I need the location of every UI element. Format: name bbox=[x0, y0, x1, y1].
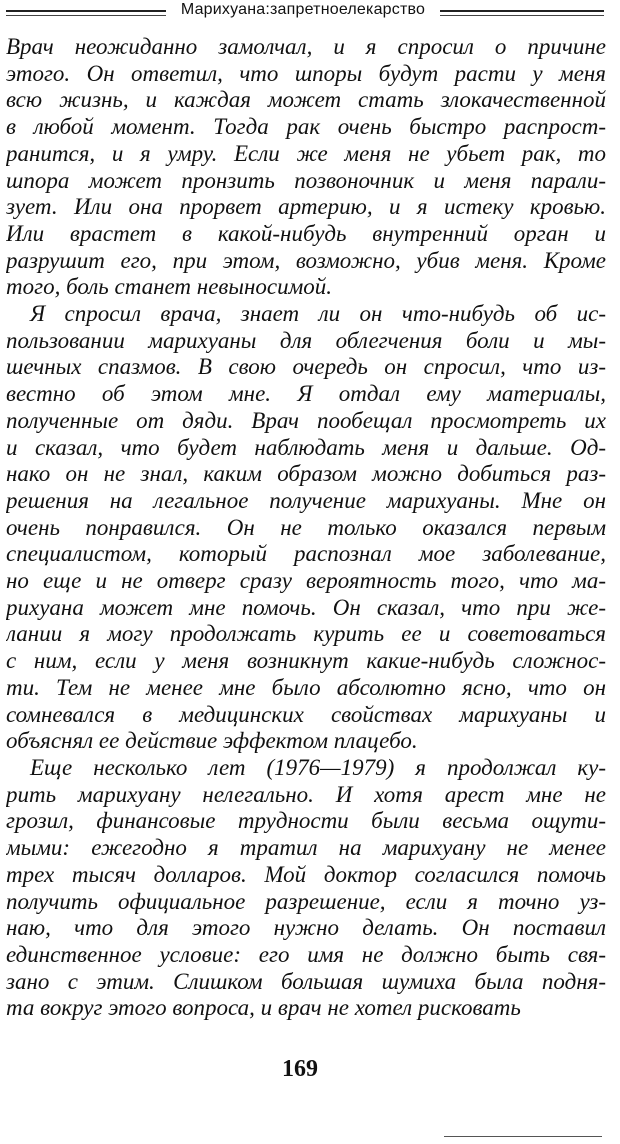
text-line: мыми: ежегодно я тратил на марихуану не менее bbox=[6, 835, 606, 861]
text-line: того, боль станет невыносимой. bbox=[6, 274, 333, 300]
text-line: очень понравился. Он не только оказался первым bbox=[6, 514, 606, 540]
text-line: шпора может пронзить позвоночник и меня парали- bbox=[6, 167, 606, 193]
text-line: рить марихуану нелегально. И хотя арест мне не bbox=[6, 781, 606, 807]
text-line: Я спросил врача, знает ли он что-нибудь об ис- bbox=[30, 301, 606, 327]
running-header bbox=[0, 0, 620, 24]
text-line: ти. Тем не менее мне было абсолютно ясно, что он bbox=[6, 674, 606, 700]
text-line: ранится, и я умру. Если же меня не убьет рак, то bbox=[6, 140, 606, 166]
text-line: разрушит его, при этом, возможно, убив меня. Кроме bbox=[6, 247, 606, 273]
text-line: полученные от дяди. Врач пообещал просмотреть их bbox=[6, 407, 606, 433]
header-rule-right bbox=[440, 10, 604, 12]
text-line: нако он не знал, каким образом можно добиться раз- bbox=[6, 461, 606, 487]
text-line: всю жизнь, и каждая может стать злокачественной bbox=[6, 87, 606, 113]
running-header-title: Марихуана:запретноелекарство bbox=[180, 1, 426, 18]
text-line: сомневался в медицинских свойствах марихуаны и bbox=[6, 701, 606, 727]
text-line: с ним, если у меня возникнут какие-нибудь сложнос- bbox=[6, 648, 606, 674]
text-line: наю, что для этого нужно делать. Он поставил bbox=[6, 915, 606, 941]
text-line: Врач неожиданно замолчал, и я спросил о причине bbox=[6, 34, 606, 59]
page-number: 169 bbox=[282, 1056, 318, 1082]
text-line: объяснял ее действие эффектом плацебо. bbox=[6, 728, 418, 754]
text-line: решения на легальное получение марихуаны. Мне он bbox=[6, 487, 606, 513]
text-line: единственное условие: его имя не должно быть свя- bbox=[6, 941, 606, 967]
text-line: шечных спазмов. В свою очередь он спросил, что из- bbox=[6, 354, 606, 380]
text-line: зано с этим. Слишком большая шумиха была подня- bbox=[6, 968, 606, 994]
text-line: но еще и не отверг сразу вероятность того, что ма- bbox=[6, 568, 606, 594]
text-line: Или врастет в какой-нибудь внутренний орган и bbox=[6, 220, 606, 246]
body-text bbox=[6, 34, 606, 1022]
text-line: лании я могу продолжать курить ее и советоваться bbox=[6, 621, 606, 647]
footer-rule bbox=[444, 1136, 602, 1137]
text-line: этого. Он ответил, что шпоры будут расти у меня bbox=[6, 60, 606, 86]
text-line: та вокруг этого вопроса, и врач не хотел рисковать bbox=[6, 995, 521, 1021]
text-line: вестно об этом мне. Я отдал ему материалы, bbox=[6, 381, 606, 407]
text-line: трех тысяч долларов. Мой доктор согласился помочь bbox=[6, 861, 606, 887]
text-line: Еще несколько лет (1976—1979) я продолжал ку- bbox=[30, 754, 606, 780]
text-line: рихуана может мне помочь. Он сказал, что при же- bbox=[6, 594, 606, 620]
header-rule-left bbox=[6, 10, 166, 12]
text-line: специалистом, который распознал мое заболевание, bbox=[6, 541, 606, 567]
text-line: в любой момент. Тогда рак очень быстро распрост- bbox=[6, 114, 606, 140]
text-line: и сказал, что будет наблюдать меня и дальше. Од- bbox=[6, 434, 606, 460]
text-line: пользовании марихуаны для облегчения боли и мы- bbox=[6, 327, 606, 353]
text-line: грозил, финансовые трудности были весьма ощути- bbox=[6, 808, 606, 834]
text-line: получить официальное разрешение, если я точно уз- bbox=[6, 888, 606, 914]
text-line: зует. Или она прорвет артерию, и я истеку кровью. bbox=[6, 194, 606, 220]
